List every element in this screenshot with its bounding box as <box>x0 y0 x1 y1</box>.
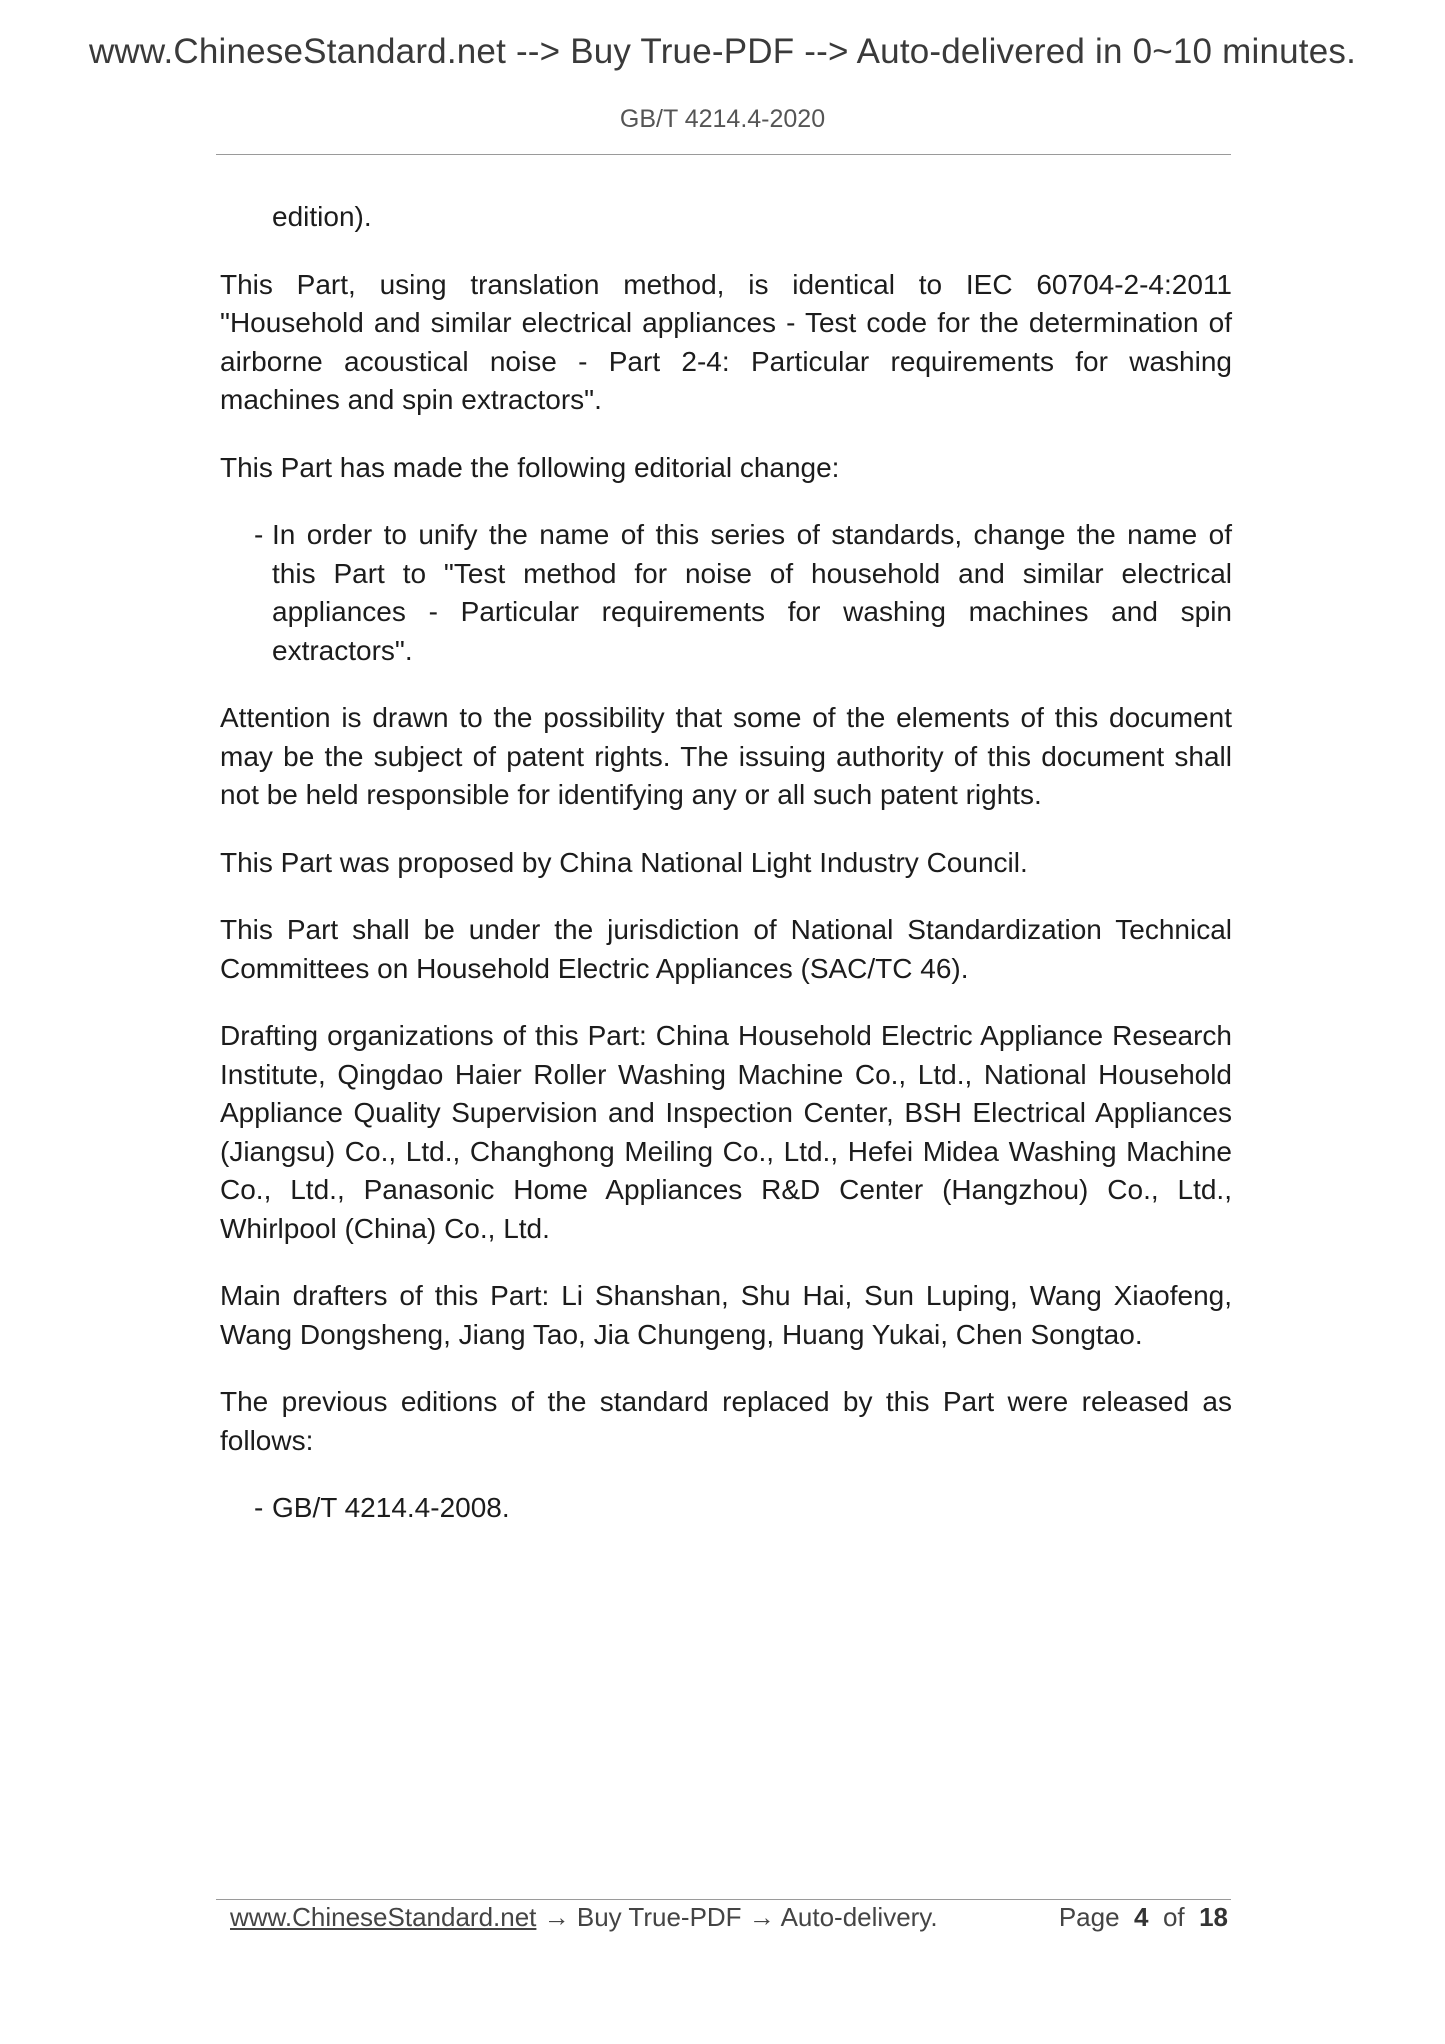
paragraph-patent-notice: Attention is drawn to the possibility that some of the elements of this document may be the subject of patent rights. The issuing authority of this document shall not be held responsible for identifying any or all such patent rights. <box>220 702 1232 810</box>
continued-fragment: edition). <box>272 201 372 232</box>
footer-site-link[interactable]: www.ChineseStandard.net <box>230 1902 537 1932</box>
paragraph-jurisdiction: This Part shall be under the jurisdiction of National Standardization Technical Committees on Household Electric Appliances (SAC/TC 46). <box>220 914 1232 984</box>
footer-promo <box>230 1902 938 1933</box>
bullet-marker: - <box>254 519 264 550</box>
bullet-item-previous-edition <box>254 1489 1232 1528</box>
page-label: Page <box>1058 1902 1120 1932</box>
bullet-marker: - <box>254 1492 264 1523</box>
page-footer <box>230 1902 1228 1942</box>
standard-code-header: GB/T 4214.4-2020 <box>619 105 826 133</box>
footer-divider <box>216 1899 1231 1900</box>
document-body <box>220 198 1232 1557</box>
bullet-text: GB/T 4214.4-2008. <box>272 1492 510 1523</box>
paragraph-translation-method: This Part, using translation method, is identical to IEC 60704-2-4:2011 "Household and similar electrical appliances - Test code for the determination of airborne acoustical noise - Part 2-4: Particular requirements for washing machines and spin extractors". <box>220 268 1232 415</box>
paragraph-proposed-by: This Part was proposed by China National Light Industry Council. <box>220 846 1028 878</box>
header-divider <box>216 154 1231 155</box>
footer-promo-tail: → Buy True-PDF → Auto-delivery. <box>536 1902 938 1932</box>
paragraph-main-drafters: Main drafters of this Part: Li Shanshan, Shu Hai, Sun Luping, Wang Xiaofeng, Wang Dongsheng, Jiang Tao, Jia Chungeng, Huang Yukai, Chen Songtao. <box>220 1280 1232 1350</box>
paragraph-editorial-change: This Part has made the following editorial change: <box>220 451 840 483</box>
total-pages: 18 <box>1199 1902 1228 1932</box>
page-indicator <box>1059 1902 1228 1933</box>
paragraph-drafting-organizations: Drafting organizations of this Part: China Household Electric Appliance Research Institute, Qingdao Haier Roller Washing Machine Co., Ltd., National Household Appliance Quality Supervision and Inspection Center, BSH Electrical Appliances (Jiangsu) Co., Ltd., Changhong Meiling Co., Ltd., Hefei Midea Washing Machine Co., Ltd., Panasonic Home Appliances R&D Center (Hangzhou) Co., Ltd., Whirlpool (China) Co., Ltd. <box>220 1020 1232 1244</box>
of-label: of <box>1162 1902 1185 1932</box>
paragraph-previous-editions: The previous editions of the standard replaced by this Part were released as follows: <box>220 1386 1232 1456</box>
page-number: 4 <box>1134 1902 1149 1932</box>
bullet-item-editorial-change <box>254 516 1232 670</box>
bullet-text: In order to unify the name of this series of standards, change the name of this Part to "Test method for noise of household and similar electrical appliances - Particular requirements for washing machines and spin extractors". <box>272 519 1232 666</box>
top-banner: www.ChineseStandard.net --> Buy True-PDF --> Auto-delivered in 0~10 minutes. <box>88 32 1357 71</box>
